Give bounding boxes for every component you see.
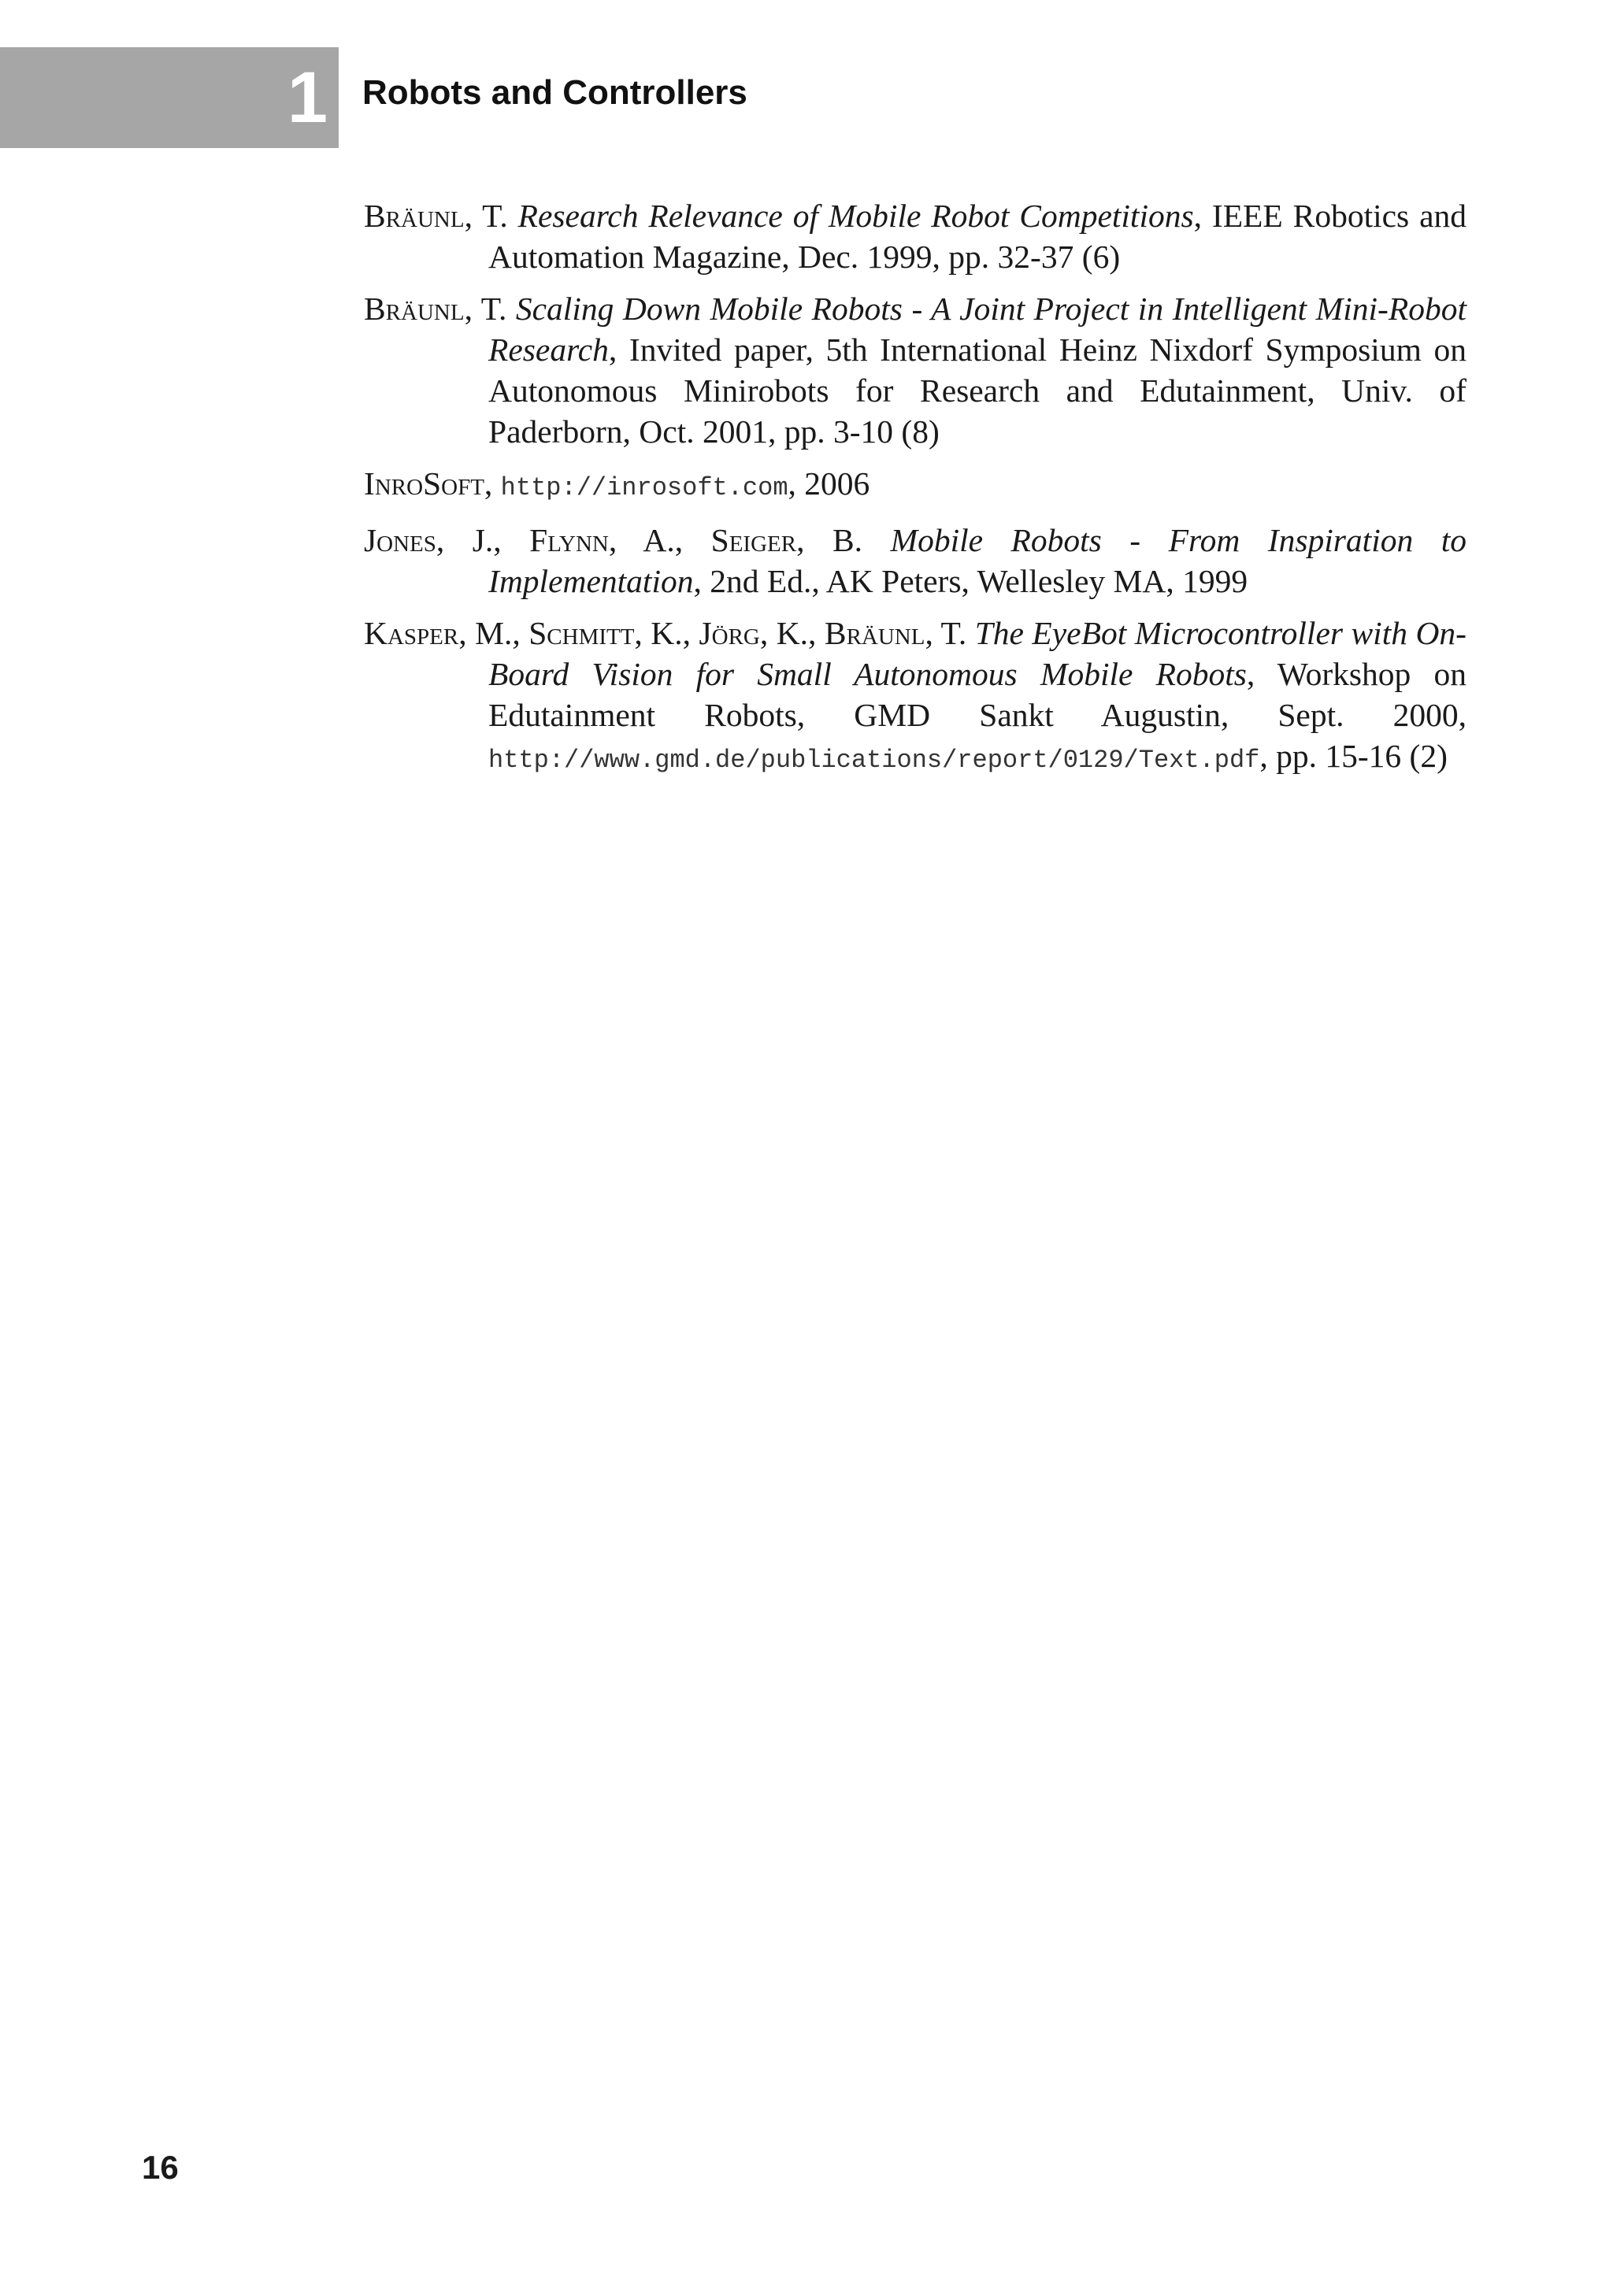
reference-details: , 2nd Ed., AK Peters, Wellesley MA, 1999 xyxy=(693,563,1248,599)
reference-authors: Bräunl, T. xyxy=(364,198,508,234)
reference-details: , Invited paper, 5th International Heinz Nixdorf Symposium on Autonomous Minirobots for Research and Edutainment, Univ. of Paderborn, Oct. 2001, pp. 3-10 (8) xyxy=(488,331,1467,450)
chapter-tab xyxy=(0,47,339,148)
chapter-number: 1 xyxy=(287,57,328,138)
reference-title: The EyeBot Microcontroller with On-Board Vision for Small Autonomous Mobile Robots xyxy=(488,615,1467,692)
reference-url[interactable]: http://www.gmd.de/publications/report/0129/Text.pdf xyxy=(488,746,1260,775)
reference-authors: Bräunl, T. xyxy=(364,291,507,327)
reference-item xyxy=(364,520,1467,602)
reference-details: , 2006 xyxy=(788,465,870,502)
reference-authors: Kasper, M., Schmitt, K., Jörg, K., Bräunl, T. xyxy=(364,615,967,651)
reference-details-after: , pp. 15-16 (2) xyxy=(1259,738,1448,774)
reference-item xyxy=(364,288,1467,452)
reference-list xyxy=(364,195,1467,792)
reference-authors: Jones, J., Flynn, A., Seiger, B. xyxy=(364,522,862,558)
reference-authors: InroSoft, xyxy=(364,465,493,502)
reference-item xyxy=(364,463,1467,509)
reference-item xyxy=(364,195,1467,277)
page-number: 16 xyxy=(142,2149,179,2186)
reference-item xyxy=(364,613,1467,781)
reference-title: Research Relevance of Mobile Robot Competitions xyxy=(517,198,1194,234)
reference-title: Scaling Down Mobile Robots - A Joint Project in Intelligent Mini-Robot Research xyxy=(488,291,1467,368)
chapter-title: Robots and Controllers xyxy=(362,73,747,112)
reference-url[interactable]: http://inrosoft.com xyxy=(500,473,788,502)
reference-details: , Workshop on Edutainment Robots, GMD Sankt Augustin, Sept. 2000, xyxy=(488,656,1467,733)
reference-title: Mobile Robots - From Inspiration to Implementation xyxy=(488,522,1467,599)
reference-details: , IEEE Robotics and Automation Magazine, Dec. 1999, pp. 32-37 (6) xyxy=(488,198,1467,275)
